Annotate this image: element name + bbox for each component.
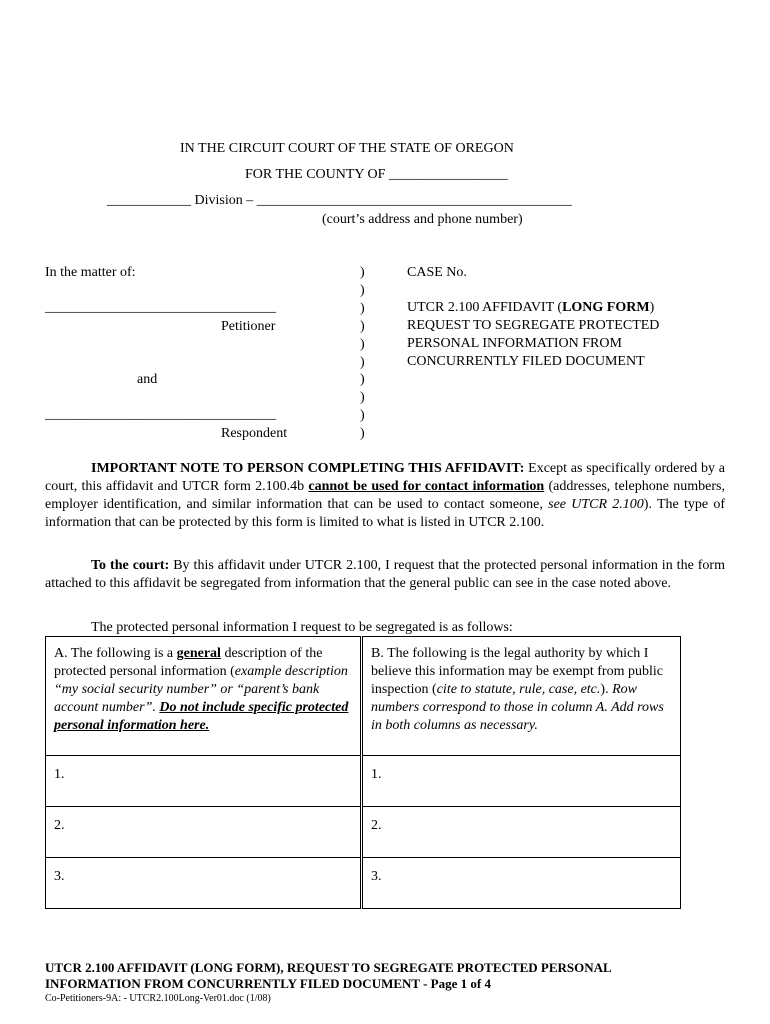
- respondent-line: _________________________________: [45, 407, 276, 422]
- table-cell-a[interactable]: 2.: [46, 807, 362, 858]
- form-title-line4: CONCURRENTLY FILED DOCUMENT: [407, 354, 645, 369]
- footer-line2: INFORMATION FROM CONCURRENTLY FILED DOCUMENT - Page 1 of 4: [45, 976, 491, 991]
- column-b-header: B. The following is the legal authority by which I believe this information may be exempt from public inspection (cite to statute, rule, case, etc.). Row numbers correspond to those in column A. Add rows in both columns as necessary.: [362, 637, 681, 756]
- table-row: [46, 807, 681, 858]
- and-label: and: [137, 372, 158, 387]
- division-line: ____________ Division – _____________________________________________: [107, 193, 572, 208]
- table-cell-b[interactable]: 3.: [362, 858, 681, 909]
- case-number-label: CASE No.: [407, 265, 467, 280]
- county-line: FOR THE COUNTY OF _________________: [245, 167, 508, 182]
- table-header-row: [46, 637, 681, 756]
- to-the-court-paragraph: To the court: By this affidavit under UTCR 2.100, I request that the protected personal information in the form attached to this affidavit be segregated from information that the general public can see in the case noted above.: [45, 558, 725, 591]
- respondent-label: Respondent: [221, 426, 288, 441]
- table-cell-b[interactable]: 2.: [362, 807, 681, 858]
- document-id: Co-Petitioners-9A: - UTCR2.100Long-Ver01.doc (1/08): [45, 993, 271, 1004]
- column-a-header: A. The following is a general description of the protected personal information (example description “my social security number” or “parent’s bank account number”. Do not include specific protected personal information here.: [46, 637, 362, 756]
- table-intro: The protected personal information I request to be segregated is as follows:: [91, 620, 513, 635]
- form-title-line3: PERSONAL INFORMATION FROM: [407, 336, 622, 351]
- caption-parentheses: ) ) ) ) ) ) ) ) ) ): [360, 265, 365, 442]
- protected-info-table: [45, 636, 681, 909]
- page-footer: [45, 960, 612, 992]
- table-row: [46, 858, 681, 909]
- form-title-line1: UTCR 2.100 AFFIDAVIT (LONG FORM): [407, 300, 655, 315]
- court-title: IN THE CIRCUIT COURT OF THE STATE OF OREGON: [180, 141, 514, 156]
- table-cell-a[interactable]: 3.: [46, 858, 362, 909]
- form-title-line2: REQUEST TO SEGREGATE PROTECTED: [407, 318, 660, 333]
- important-note: IMPORTANT NOTE TO PERSON COMPLETING THIS AFFIDAVIT: Except as specifically ordered by a court, this affidavit and UTCR form 2.100.4b cannot be used for contact information (addresses, telephone numbers, employer identification, and similar information that can be used to contact someone, see UTCR 2.100). The type of information that can be protected by this form is limited to what is listed in UTCR 2.100.: [45, 461, 725, 530]
- petitioner-label: Petitioner: [221, 319, 276, 334]
- matter-label: In the matter of:: [45, 265, 136, 280]
- address-caption: (court’s address and phone number): [322, 212, 523, 227]
- petitioner-line: _________________________________: [45, 300, 276, 315]
- table-cell-a[interactable]: 1.: [46, 756, 362, 807]
- table-row: [46, 756, 681, 807]
- footer-line1: UTCR 2.100 AFFIDAVIT (LONG FORM), REQUEST TO SEGREGATE PROTECTED PERSONAL: [45, 960, 612, 975]
- table-cell-b[interactable]: 1.: [362, 756, 681, 807]
